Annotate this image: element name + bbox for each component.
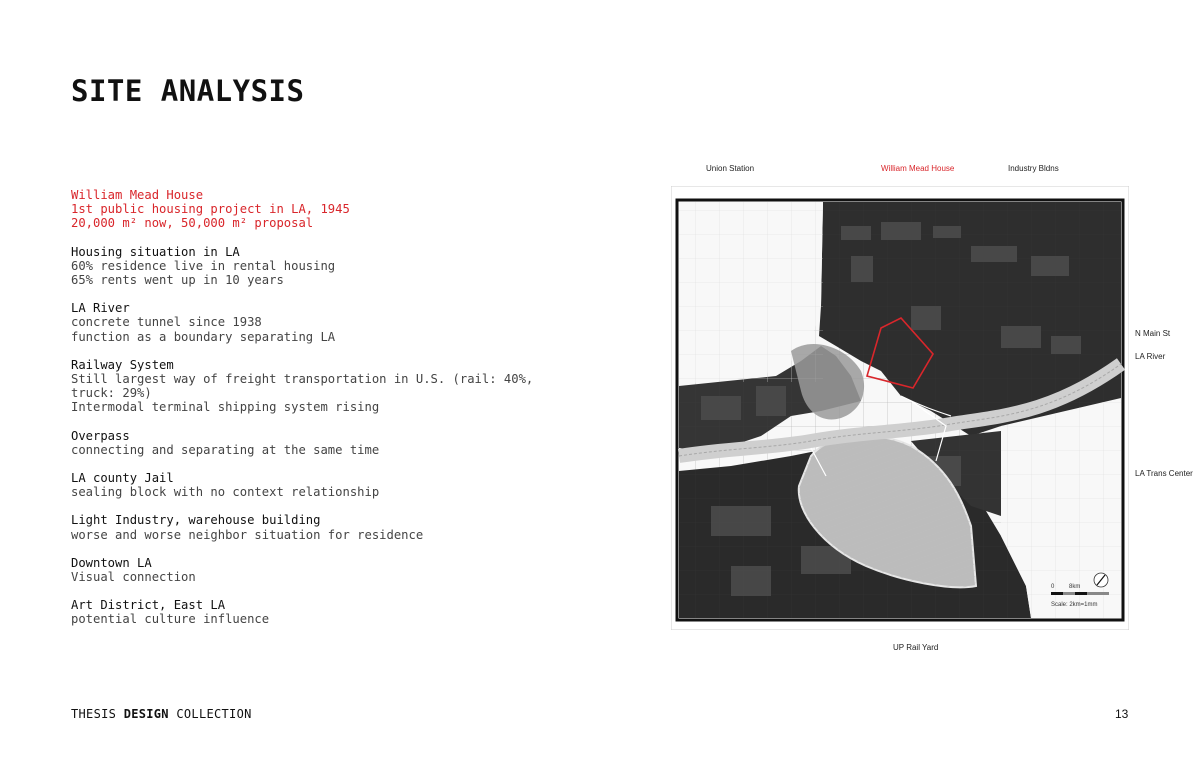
- note-heading: Railway System: [71, 357, 174, 372]
- note-line: sealing block with no context relationship: [71, 485, 380, 500]
- note-line: 65% rents went up in 10 years: [71, 273, 284, 288]
- scale-text: Scale: 2km=1mm: [1051, 602, 1098, 608]
- note-line: Still largest way of freight transportation in U.S. (rail: 40%,: [71, 372, 534, 387]
- page-number: 13: [1115, 707, 1129, 721]
- note-line: 1st public housing project in LA, 1945: [71, 202, 350, 217]
- label-la-trans-center: LA Trans Center: [1135, 469, 1193, 478]
- note-line: potential culture influence: [71, 612, 270, 627]
- note-heading: Art District, East LA: [71, 598, 226, 613]
- site-notes: [71, 188, 541, 641]
- note-line: connecting and separating at the same time: [71, 442, 380, 457]
- note-item: [71, 513, 541, 541]
- note-heading: Downtown LA: [71, 555, 152, 570]
- footer-collection: THESIS DESIGN COLLECTION: [71, 707, 252, 721]
- label-n-main-st: N Main St: [1135, 329, 1171, 338]
- note-line: function as a boundary separating LA: [71, 329, 336, 344]
- note-line: truck: 29%): [71, 386, 152, 401]
- note-item: [71, 429, 541, 457]
- note-line: Visual connection: [71, 570, 196, 585]
- label-william-mead-house: William Mead House: [881, 164, 955, 173]
- note-heading: LA River: [71, 301, 130, 316]
- note-line: concrete tunnel since 1938: [71, 315, 262, 330]
- note-item: [71, 471, 541, 499]
- note-line: 20,000 m² now, 50,000 m² proposal: [71, 216, 314, 231]
- note-item: [71, 301, 541, 344]
- note-item: [71, 245, 541, 288]
- note-line: worse and worse neighbor situation for residence: [71, 527, 424, 542]
- note-item: [71, 598, 541, 626]
- site-map: [671, 186, 1129, 630]
- note-line: 60% residence live in rental housing: [71, 258, 336, 273]
- scale-unit: 8km: [1069, 584, 1081, 590]
- note-heading: Light Industry, warehouse building: [71, 513, 321, 528]
- note-item: [71, 556, 541, 584]
- note-heading: William Mead House: [71, 188, 204, 202]
- note-heading: Overpass: [71, 428, 130, 443]
- note-heading: LA county Jail: [71, 471, 174, 486]
- scale-zero: 0: [1051, 584, 1055, 590]
- label-industry-buildings: Industry Bldns: [1008, 164, 1059, 173]
- label-union-station: Union Station: [706, 164, 755, 173]
- label-up-rail-yard: UP Rail Yard: [893, 643, 939, 652]
- north-arrow-icon: [1094, 573, 1108, 587]
- map-scale: [1051, 592, 1109, 595]
- note-heading: Housing situation in LA: [71, 244, 240, 259]
- note-line: Intermodal terminal shipping system rising: [71, 400, 380, 415]
- page-title: SITE ANALYSIS: [71, 74, 305, 108]
- note-item: [71, 188, 541, 231]
- label-la-river: LA River: [1135, 352, 1166, 361]
- note-item: [71, 358, 541, 415]
